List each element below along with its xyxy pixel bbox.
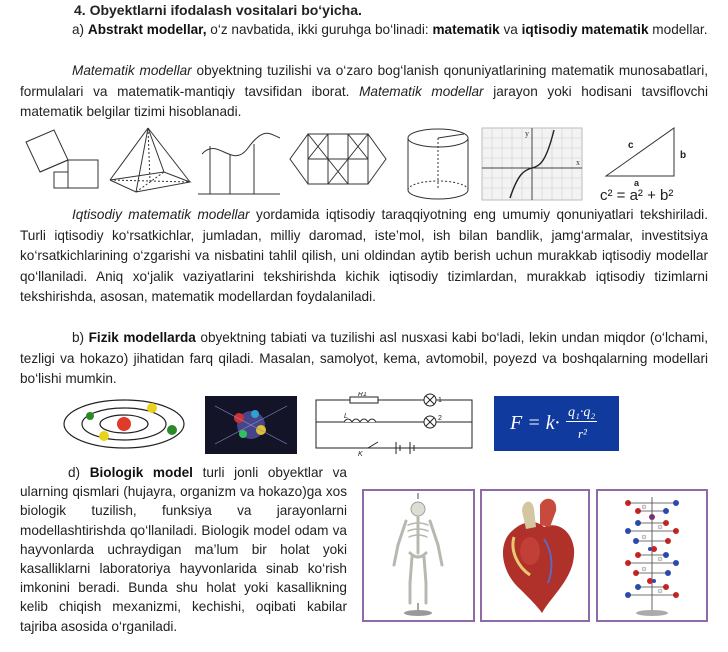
para-a-and: va [499, 22, 522, 37]
right-triangle-image [600, 128, 686, 204]
para-d-indent [20, 465, 68, 480]
formula-denominator: r² [578, 426, 587, 441]
term-physical-models: Fizik modellarda [88, 330, 196, 345]
term-biological-model: Biologik model [89, 465, 193, 480]
para-a-mid: o‘z navbatida, ikki guruhga bo‘linadi: [206, 22, 433, 37]
circuit-label-l: L [344, 413, 348, 420]
dna-model-image [598, 491, 706, 620]
paragraph-abstract-models [20, 20, 708, 41]
cylinder-image [408, 129, 468, 199]
formula-lhs: F = k· [510, 412, 560, 434]
paragraph-physical-models [20, 328, 708, 390]
atom-model-image [60, 392, 190, 454]
para-a-lead: a) [72, 22, 88, 37]
axis-x-label: x [576, 158, 580, 167]
dna-model-image-frame [596, 489, 708, 622]
pythagorean-squares-image [26, 130, 98, 188]
term-economic-models: Iqtisodiy matematik modellar [72, 207, 250, 222]
paragraph-mathematical-models [20, 61, 708, 123]
para-econ-text: yordamida iqtisodiy taraqqiyotning eng umumiy qonuniyatlari tekshiriladi. Turli iqtisodiy ko‘rsatkichlar, jumladan, milliy daromad, iste’mol, ish bilan bandlik, jamg‘armalar, investitsiya ko‘rsatkichlarining o‘zgarishi va nisbatini tahlil qilish, uni oldindan aytib berish uchun murakkab iqtisodiy modellar qo‘llaniladi. Aniq xo‘jalik vaziyatlarini tekshirishda kichik iqtisodiy tizimlardan, murakkab iqtisodiy tizimlarni tekshirishda, asosan, matematik modellardan foydalaniladi. [20, 207, 708, 304]
term-math-models-2: Matematik modellar [359, 83, 484, 99]
molecule-3d-image [205, 396, 297, 454]
heart-image [482, 491, 588, 620]
coulomb-formula-box [494, 396, 619, 451]
function-plot-image [482, 128, 582, 200]
skeleton-image [364, 491, 473, 620]
para-math-text1: obyektning tuzilishi va o‘zaro bog‘lanish qonuniyatlarining matematik munosabatlari, formulalari va matematik-mantiqiy tavsifidan iborat. [20, 63, 709, 99]
para-math-text2: jarayon yoki hodisani tavsiflovchi matematik belgilar tizimi hisoblanadi. [20, 83, 709, 119]
pythagoras-formula: c² = a² + b² [600, 187, 674, 204]
para-b-text: obyektning tabiati va tuzilishi asl nusxasi kabi bo‘ladi, lekin undan miqdor (o‘lchami, tezligi va hokazo) jihatidan farq qiladi. Masalan, samolyot, kema, avtomobil, poyezd va boshqalarning modellari bo‘lishi mumkin. [20, 330, 709, 386]
skeleton-image-frame [362, 489, 475, 622]
term-mathematical: matematik [432, 22, 500, 37]
math-illustrations-row [18, 124, 710, 204]
electric-circuit-image [314, 392, 478, 456]
para-d-text: turli jonli obyektlar va ularning qismlari (hujayra, organizm va hokazo)ga xos biologik tuzilish, funksiya va jarayonlarni modellashtirishda qo‘llaniladi. Biologik model odam va hayvonlarda uchraydigan ma’lum bir holat yoki kasalliklarni laboratoriya hayvonlarida sinab ko‘rish imkonini beradi. Bunda shu holat yoki kasallikning kelib chiqish mexanizmi, kechishi, oqibati kabilar tajriba asosida o‘rganiladi. [20, 465, 347, 634]
formula-numerator: q₁·q₂ [568, 405, 596, 420]
triangle-label-b: b [680, 150, 687, 161]
para-d-lead: d) [68, 465, 90, 480]
paragraph-biological-models [20, 463, 347, 636]
graph-network-image [290, 134, 386, 184]
term-math-models-1: Matematik modellar [72, 63, 192, 78]
section-heading: 4. Obyektlarni ifodalash vositalari bo‘yicha. [74, 2, 362, 18]
para-b-lead: b) [72, 330, 89, 345]
term-abstract-models: Abstrakt modellar, [87, 22, 207, 37]
circuit-label-k: K [358, 451, 363, 456]
integral-curve-image [198, 133, 280, 194]
term-economic-mathematical: iqtisodiy matematik [521, 22, 649, 37]
circuit-label-1: 1 [438, 397, 442, 404]
axis-y-label: y [525, 129, 529, 138]
circuit-label-2: 2 [438, 415, 442, 422]
paragraph-economic-models [20, 205, 708, 308]
heart-image-frame [480, 489, 590, 622]
triangle-label-a: a [634, 178, 640, 188]
para-a-tail: modellar. [648, 22, 708, 37]
circuit-label-r1: R1 [358, 392, 367, 398]
pyramid-image [110, 128, 190, 192]
triangle-label-c: c [628, 140, 634, 151]
